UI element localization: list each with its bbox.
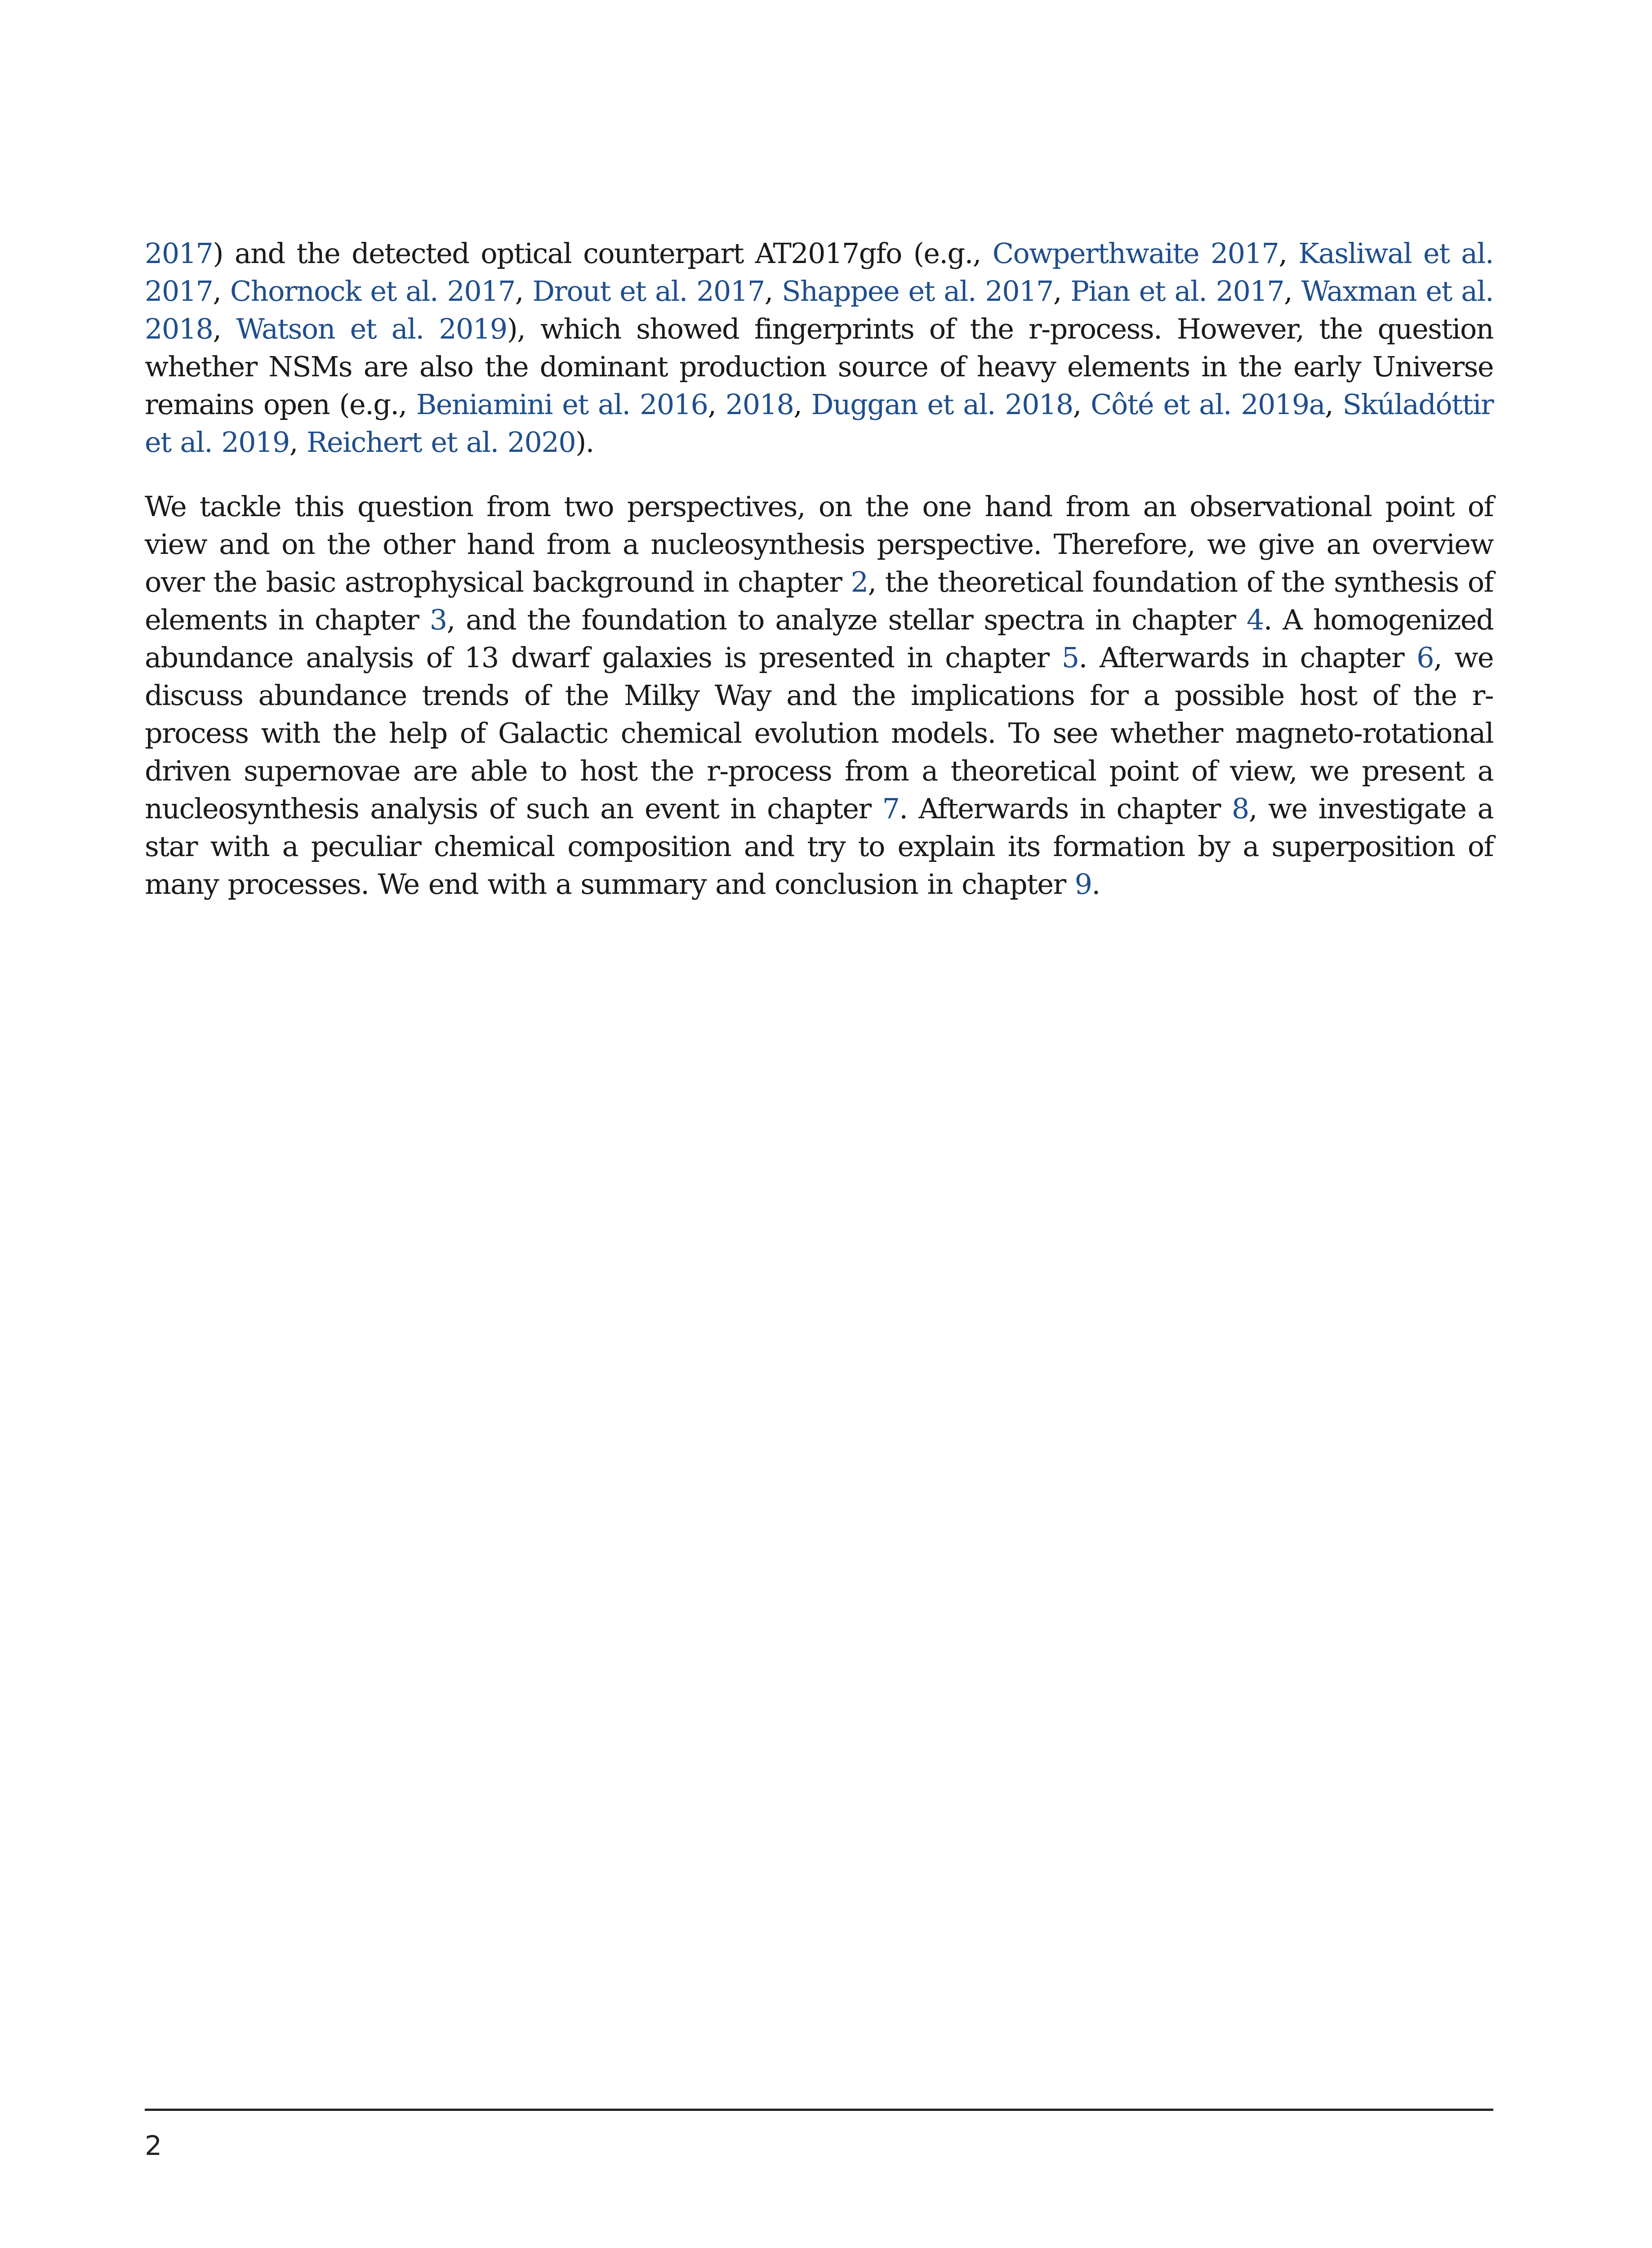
citation-link[interactable]: Waxman et al. 2018 xyxy=(145,275,1493,345)
body-text: , xyxy=(708,388,726,421)
body-text: , xyxy=(1053,275,1071,308)
body-text: , xyxy=(515,275,533,308)
body-text: ), which showed fingerprints of the r-process. However, the question whether NSMs are also the dominant production source of heavy elements in the early Universe remains open (e.g., xyxy=(145,312,1494,421)
citation-link[interactable]: Watson et al. 2019 xyxy=(236,312,507,345)
body-text: , xyxy=(289,426,307,459)
citation-link[interactable]: Pian et al. 2017 xyxy=(1070,275,1284,308)
body-text: . A homogenized abundance analysis of 13 dwarf galaxies is presented in chapter xyxy=(145,603,1493,674)
citation-link[interactable]: 3 xyxy=(429,603,447,636)
citation-link[interactable]: 8 xyxy=(1232,792,1249,825)
body-text: , xyxy=(1073,388,1091,421)
citation-link[interactable]: Cowperthwaite 2017 xyxy=(992,237,1279,270)
citation-link[interactable]: Shappee et al. 2017 xyxy=(782,275,1053,308)
citation-link[interactable]: 4 xyxy=(1247,603,1264,636)
paragraph-intro-continuation xyxy=(145,235,1493,461)
body-text: , the theoretical foundation of the synthesis of elements in chapter xyxy=(145,566,1493,636)
paragraph-text xyxy=(145,235,1493,461)
paragraph-thesis-outline xyxy=(145,488,1493,903)
body-text: , xyxy=(213,312,236,345)
citation-link[interactable]: 2 xyxy=(850,566,868,598)
body-text: We tackle this question from two perspectives, on the one hand from an observational point of view and on the other hand from a nucleosynthesis perspective. Therefore, we give an overview over the basic astrophysical background in chapter xyxy=(145,490,1493,598)
citation-link[interactable]: Duggan et al. 2018 xyxy=(811,388,1073,421)
body-text: , and the foundation to analyze stellar spectra in chapter xyxy=(446,603,1247,636)
citation-link[interactable]: Skúladóttir et al. 2019 xyxy=(145,388,1494,459)
body-text: , xyxy=(1278,237,1299,270)
body-text: , we investigate a star with a peculiar chemical composition and try to explain its formation by a superposition of many processes. We end with a summary and conclusion in chapter xyxy=(145,792,1493,901)
citation-link[interactable]: Chornock et al. 2017 xyxy=(230,275,515,308)
paragraph-text xyxy=(145,488,1493,903)
body-text: ). xyxy=(575,426,594,459)
citation-link[interactable]: Reichert et al. 2020 xyxy=(306,426,576,459)
citation-link[interactable]: 2018 xyxy=(725,388,794,421)
body-text: , xyxy=(764,275,782,308)
page-number: 2 xyxy=(145,2130,162,2162)
body-text: . Afterwards in chapter xyxy=(1078,641,1417,674)
body-text: , xyxy=(1325,388,1343,421)
citation-link[interactable]: Beniamini et al. 2016 xyxy=(416,388,708,421)
citation-link[interactable]: Côté et al. 2019a xyxy=(1091,388,1325,421)
citation-link[interactable]: 7 xyxy=(882,792,899,825)
citation-link[interactable]: 6 xyxy=(1416,641,1434,674)
citation-link[interactable]: 2017 xyxy=(145,237,213,270)
body-text: , xyxy=(1284,275,1301,308)
body-text: . Afterwards in chapter xyxy=(899,792,1232,825)
footer-divider xyxy=(145,2109,1493,2111)
citation-link[interactable]: Drout et al. 2017 xyxy=(532,275,765,308)
citation-link[interactable]: 5 xyxy=(1061,641,1079,674)
body-text: , we discuss abundance trends of the Milky Way and the implications for a possible host of the r-process with the help of Galactic chemical evolution models. To see whether magneto-rotational driven supernovae are able to host the r-process from a theoretical point of view, we present a nucleosynthesis analysis of such an event in chapter xyxy=(145,641,1493,825)
citation-link[interactable]: Kasliwal et al. 2017 xyxy=(145,237,1493,308)
body-text: . xyxy=(1091,868,1100,901)
citation-link[interactable]: 9 xyxy=(1074,868,1092,901)
body-text: , xyxy=(793,388,811,421)
body-text: , xyxy=(213,275,230,308)
body-text: ) and the detected optical counterpart AT2017gfo (e.g., xyxy=(213,237,993,270)
